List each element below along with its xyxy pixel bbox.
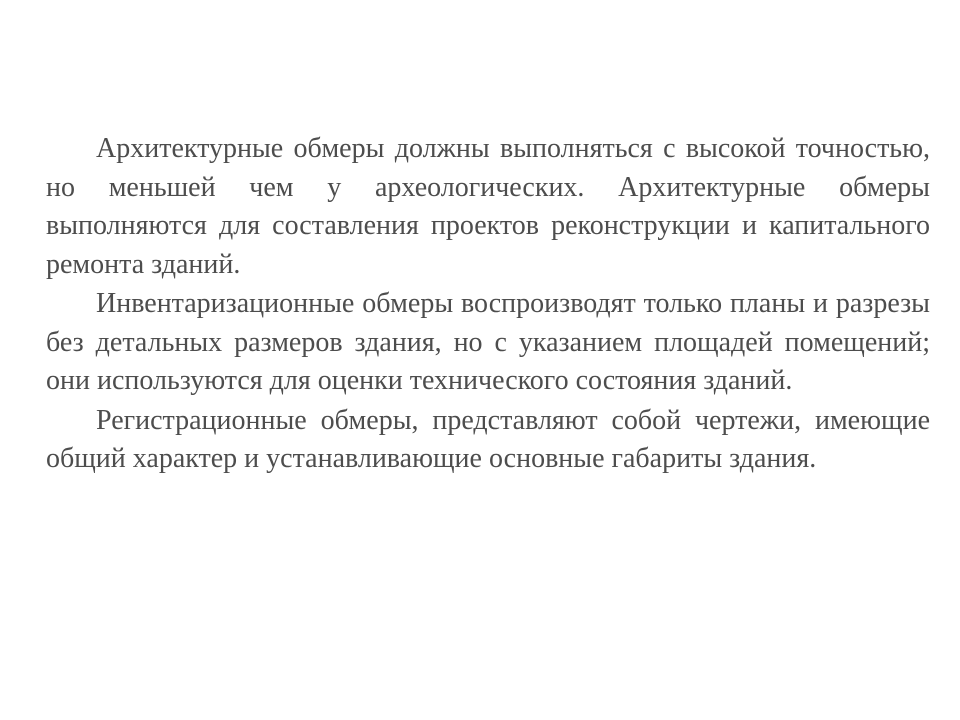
slide-text-block	[46, 130, 930, 480]
paragraph-registration-measurements: Регистрационные обмеры, представляют собой чертежи, имеющие общий характер и устанавливающие основные габариты здания.	[46, 404, 930, 474]
paragraph-inventory-measurements: Инвентаризационные обмеры воспроизводят только планы и разрезы без детальных размеров здания, но с указанием площадей помещений; они используются для оценки технического состояния зданий.	[46, 288, 930, 396]
paragraph-architectural-measurements: Архитектурные обмеры должны выполняться с высокой точностью, но меньшей чем у археологических. Архитектурные обмеры выполняются для составления проектов реконструкции и капитального ремонта зданий.	[46, 133, 930, 280]
